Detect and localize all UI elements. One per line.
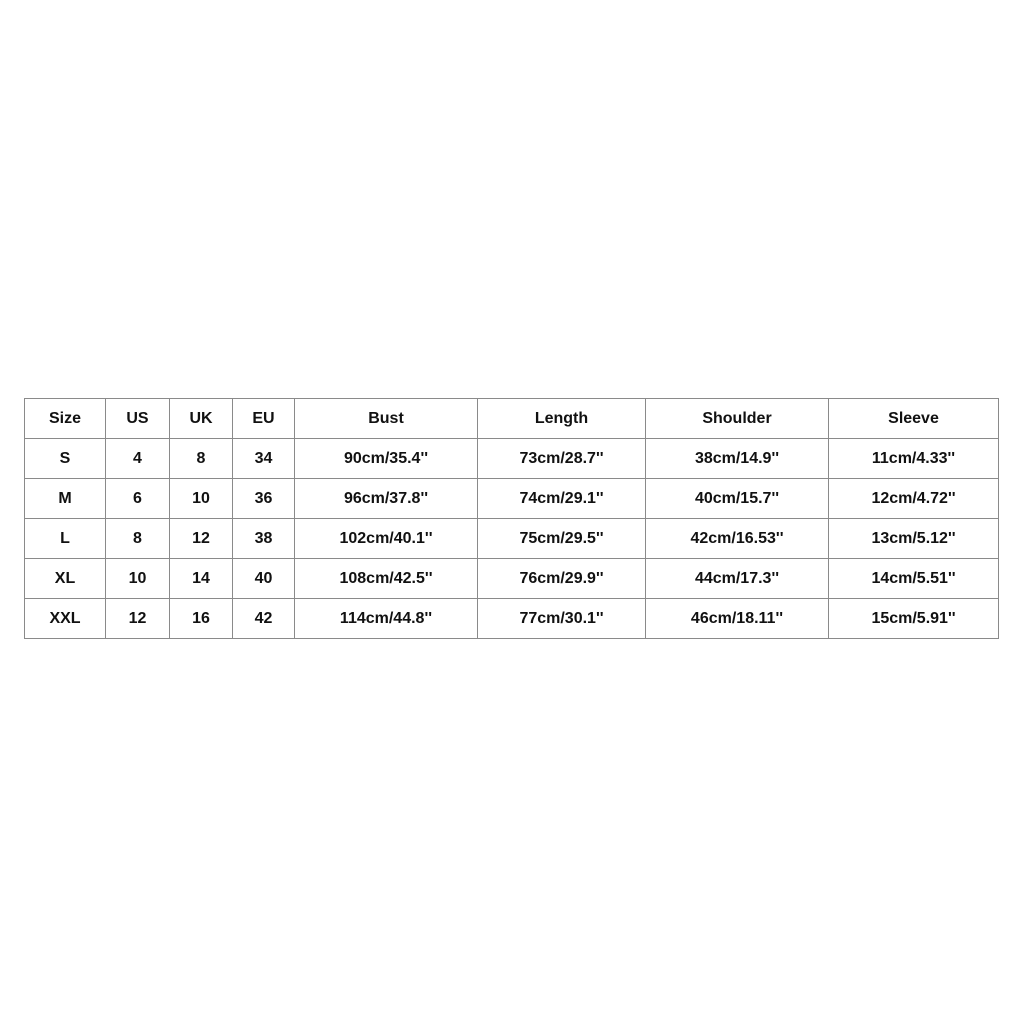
table-cell: 6 xyxy=(106,479,170,519)
table-cell: 14 xyxy=(170,559,233,599)
table-cell: 114cm/44.8'' xyxy=(295,599,478,639)
table-row xyxy=(25,479,999,519)
header-row xyxy=(25,399,999,439)
header-cell: UK xyxy=(170,399,233,439)
table-cell: XL xyxy=(25,559,106,599)
table-cell: 12 xyxy=(170,519,233,559)
table-cell: 108cm/42.5'' xyxy=(295,559,478,599)
header-cell: Shoulder xyxy=(646,399,829,439)
table-cell: S xyxy=(25,439,106,479)
header-cell: Length xyxy=(478,399,646,439)
table-row xyxy=(25,439,999,479)
table-cell: 75cm/29.5'' xyxy=(478,519,646,559)
size-chart-table xyxy=(24,398,999,639)
table-cell: L xyxy=(25,519,106,559)
table-cell: 36 xyxy=(233,479,295,519)
table-cell: 38cm/14.9'' xyxy=(646,439,829,479)
table-cell: 10 xyxy=(106,559,170,599)
table-cell: 40cm/15.7'' xyxy=(646,479,829,519)
table-cell: 42cm/16.53'' xyxy=(646,519,829,559)
table-cell: 11cm/4.33'' xyxy=(829,439,999,479)
table-cell: 15cm/5.91'' xyxy=(829,599,999,639)
table-cell: 42 xyxy=(233,599,295,639)
table-cell: 12cm/4.72'' xyxy=(829,479,999,519)
table-cell: 102cm/40.1'' xyxy=(295,519,478,559)
table-cell: 73cm/28.7'' xyxy=(478,439,646,479)
table-cell: 8 xyxy=(106,519,170,559)
table-row xyxy=(25,559,999,599)
table-cell: 46cm/18.11'' xyxy=(646,599,829,639)
table-cell: 10 xyxy=(170,479,233,519)
table-cell: 4 xyxy=(106,439,170,479)
table-cell: 14cm/5.51'' xyxy=(829,559,999,599)
header-cell: Bust xyxy=(295,399,478,439)
table-cell: 12 xyxy=(106,599,170,639)
size-chart-body xyxy=(25,439,999,639)
table-cell: 76cm/29.9'' xyxy=(478,559,646,599)
table-cell: 13cm/5.12'' xyxy=(829,519,999,559)
table-cell: 40 xyxy=(233,559,295,599)
table-cell: 16 xyxy=(170,599,233,639)
table-cell: 44cm/17.3'' xyxy=(646,559,829,599)
table-row xyxy=(25,519,999,559)
size-chart-header xyxy=(25,399,999,439)
table-cell: XXL xyxy=(25,599,106,639)
header-cell: EU xyxy=(233,399,295,439)
table-cell: 34 xyxy=(233,439,295,479)
table-cell: 96cm/37.8'' xyxy=(295,479,478,519)
header-cell: Sleeve xyxy=(829,399,999,439)
table-cell: 74cm/29.1'' xyxy=(478,479,646,519)
table-cell: 8 xyxy=(170,439,233,479)
header-cell: US xyxy=(106,399,170,439)
table-cell: 38 xyxy=(233,519,295,559)
table-row xyxy=(25,599,999,639)
table-cell: M xyxy=(25,479,106,519)
table-cell: 90cm/35.4'' xyxy=(295,439,478,479)
table-cell: 77cm/30.1'' xyxy=(478,599,646,639)
header-cell: Size xyxy=(25,399,106,439)
